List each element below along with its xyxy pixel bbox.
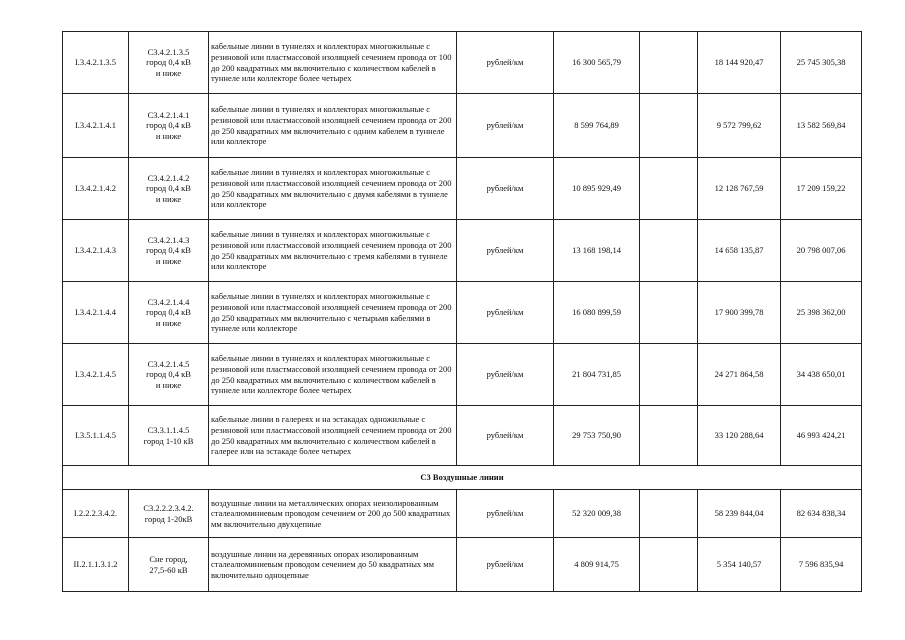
row-value-1: 13 168 198,14	[554, 220, 640, 282]
row-category: С3.4.2.1.3.5 город 0,4 кВ и ниже	[129, 32, 209, 94]
row-value-1: 4 809 914,75	[554, 538, 640, 592]
row-value-4: 82 634 838,34	[781, 490, 862, 538]
row-category: С3.3.1.1.4.5 город 1-10 кВ	[129, 406, 209, 466]
row-code: I.2.2.2.3.4.2.	[63, 490, 129, 538]
row-value-4: 46 993 424,21	[781, 406, 862, 466]
row-value-4: 20 798 007,06	[781, 220, 862, 282]
table-row	[63, 94, 862, 158]
row-value-2	[640, 158, 698, 220]
row-value-1: 29 753 750,90	[554, 406, 640, 466]
row-value-2	[640, 344, 698, 406]
row-value-4: 13 582 569,84	[781, 94, 862, 158]
row-value-2	[640, 220, 698, 282]
row-description: кабельные линии в туннелях и коллекторах многожильные с резиновой или пластмассовой изоляцией сечением провода от 200 до 250 квадратных мм включительно с четырьмя кабелями в туннеле или коллекторе	[209, 282, 457, 344]
row-description: кабельные линии в туннелях и коллекторах многожильные с резиновой или пластмассовой изоляцией сечением провода от 200 до 250 квадратных мм включительно с двумя кабелями в туннеле или коллекторе	[209, 158, 457, 220]
row-category: С3.4.2.1.4.2 город 0,4 кВ и ниже	[129, 158, 209, 220]
row-value-3: 5 354 140,57	[698, 538, 781, 592]
row-category: С3.4.2.1.4.3 город 0,4 кВ и ниже	[129, 220, 209, 282]
row-description: кабельные линии в туннелях и коллекторах многожильные с резиновой или пластмассовой изоляцией сечением провода от 200 до 250 квадратных мм включительно с тремя кабелями в туннеле или коллекторе	[209, 220, 457, 282]
row-description: кабельные линии в туннелях и коллекторах многожильные с резиновой или пластмассовой изоляцией сечением провода от 200 до 250 квадратных мм включительно с одним кабелем в туннеле или коллекторе	[209, 94, 457, 158]
row-value-1: 16 300 565,79	[554, 32, 640, 94]
row-code: I.3.4.2.1.4.5	[63, 344, 129, 406]
row-value-3: 17 900 399,78	[698, 282, 781, 344]
row-value-3: 18 144 920,47	[698, 32, 781, 94]
row-value-2	[640, 282, 698, 344]
row-unit: рублей/км	[457, 32, 554, 94]
section-header-row	[63, 466, 862, 490]
row-unit: рублей/км	[457, 538, 554, 592]
table-row	[63, 406, 862, 466]
row-code: I.3.4.2.1.3.5	[63, 32, 129, 94]
row-code: I.3.4.2.1.4.3	[63, 220, 129, 282]
row-category: С3.4.2.1.4.1 город 0,4 кВ и ниже	[129, 94, 209, 158]
table-row	[63, 158, 862, 220]
row-category: С3.4.2.1.4.5 город 0,4 кВ и ниже	[129, 344, 209, 406]
row-value-2	[640, 406, 698, 466]
row-description: воздушные линии на металлических опорах неизолированным сталеалюминиевым проводом сечением от 200 до 500 квадратных мм включительно двухцепные	[209, 490, 457, 538]
row-code: I.3.4.2.1.4.4	[63, 282, 129, 344]
row-category: С3.4.2.1.4.4 город 0,4 кВ и ниже	[129, 282, 209, 344]
tariff-table	[62, 31, 862, 592]
row-unit: рублей/км	[457, 406, 554, 466]
row-code: I.3.4.2.1.4.1	[63, 94, 129, 158]
row-value-4: 25 398 362,00	[781, 282, 862, 344]
row-unit: рублей/км	[457, 344, 554, 406]
row-category: Сне город, 27,5-60 кВ	[129, 538, 209, 592]
row-description: воздушные линии на деревянных опорах изолированным сталеалюминиевым проводом сечением до 50 квадратных мм включительно одноцепные	[209, 538, 457, 592]
row-value-2	[640, 538, 698, 592]
row-code: I.3.5.1.1.4.5	[63, 406, 129, 466]
row-value-1: 16 080 899,59	[554, 282, 640, 344]
row-value-3: 24 271 864,58	[698, 344, 781, 406]
table-row	[63, 282, 862, 344]
table-row	[63, 538, 862, 592]
row-value-4: 25 745 305,38	[781, 32, 862, 94]
table-row	[63, 490, 862, 538]
row-value-2	[640, 32, 698, 94]
row-value-3: 14 658 135,87	[698, 220, 781, 282]
row-value-4: 34 438 650,01	[781, 344, 862, 406]
row-value-4: 7 596 835,94	[781, 538, 862, 592]
row-description: кабельные линии в галереях и на эстакадах одножильные с резиновой или пластмассовой изоляцией сечением провода от 200 до 250 квадратных мм включительно с количеством кабелей в галерее или на эстакаде более четырех	[209, 406, 457, 466]
row-code: II.2.1.1.3.1.2	[63, 538, 129, 592]
row-unit: рублей/км	[457, 490, 554, 538]
table-row	[63, 32, 862, 94]
row-code: I.3.4.2.1.4.2	[63, 158, 129, 220]
row-value-3: 12 128 767,59	[698, 158, 781, 220]
table-body	[63, 32, 862, 592]
row-description: кабельные линии в туннелях и коллекторах многожильные с резиновой или пластмассовой изоляцией сечением провода от 100 до 200 квадратных мм включительно с количеством кабелей в туннеле или коллекторе более четырех	[209, 32, 457, 94]
row-value-3: 33 120 288,64	[698, 406, 781, 466]
row-value-4: 17 209 159,22	[781, 158, 862, 220]
row-value-1: 52 320 009,38	[554, 490, 640, 538]
row-value-1: 8 599 764,89	[554, 94, 640, 158]
row-unit: рублей/км	[457, 94, 554, 158]
row-unit: рублей/км	[457, 220, 554, 282]
table-row	[63, 344, 862, 406]
row-description: кабельные линии в туннелях и коллекторах многожильные с резиновой или пластмассовой изоляцией сечением провода от 200 до 250 квадратных мм включительно с количеством кабелей в туннеле или коллекторе более четырех	[209, 344, 457, 406]
row-value-1: 10 895 929,49	[554, 158, 640, 220]
row-unit: рублей/км	[457, 158, 554, 220]
row-unit: рублей/км	[457, 282, 554, 344]
row-value-3: 9 572 799,62	[698, 94, 781, 158]
section-title: С3 Воздушные линии	[63, 466, 862, 490]
row-value-2	[640, 490, 698, 538]
row-value-1: 21 804 731,85	[554, 344, 640, 406]
row-category: С3.2.2.2.3.4.2. город 1-20кВ	[129, 490, 209, 538]
row-value-2	[640, 94, 698, 158]
row-value-3: 58 239 844,04	[698, 490, 781, 538]
table-row	[63, 220, 862, 282]
